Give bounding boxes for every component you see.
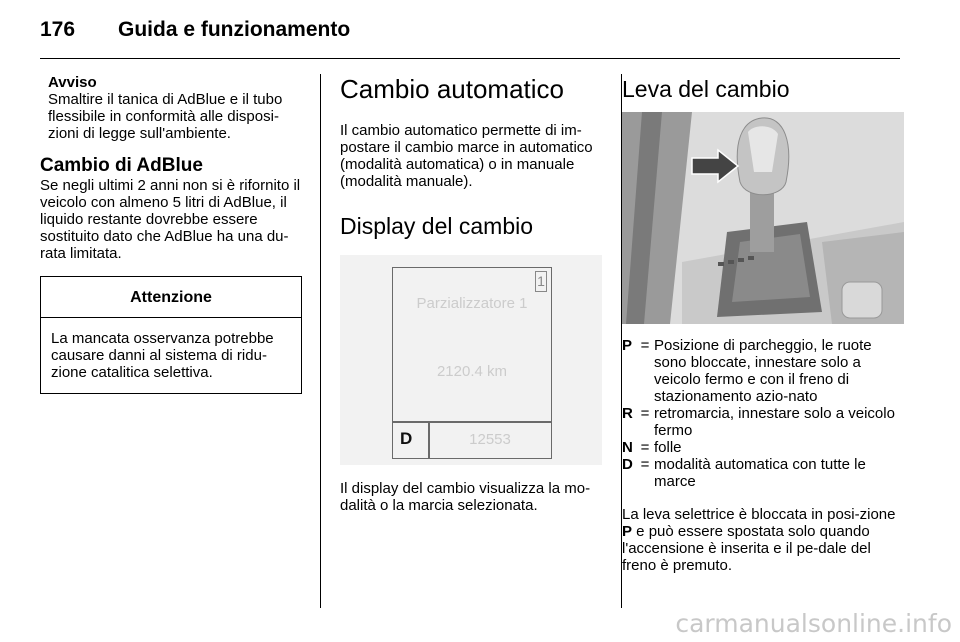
intro-text: Il cambio automatico permette di im-postare il cambio marce in automatico (modalità automatica) o in manuale (modalità manuale). <box>340 122 593 190</box>
column-3 <box>622 74 904 574</box>
warning-text: La mancata osservanza potrebbe causare danni al sistema di ridu-zione catalitica selettiva. <box>51 330 274 381</box>
gear-lever-illustration <box>622 112 904 324</box>
header-rule <box>40 58 900 59</box>
section-title-leva: Leva del cambio <box>622 76 790 102</box>
chapter-title: Guida e funzionamento <box>118 18 351 41</box>
gear-key: D <box>622 456 633 473</box>
gear-eq: = <box>640 405 650 422</box>
gear-desc: folle <box>654 439 682 456</box>
gear-eq: = <box>640 456 650 473</box>
lever-note <box>622 506 904 574</box>
display-caption: Il display del cambio visualizza la mo-dalità o la marcia selezionata. <box>340 480 591 514</box>
page-number: 176 <box>40 18 76 41</box>
lever-note-a: La leva selettrice è bloccata in posi-zione <box>622 506 896 523</box>
display-line-2: 2120.4 km <box>436 363 508 380</box>
gear-row-d <box>622 456 904 490</box>
display-divider-h <box>392 421 552 423</box>
display-odometer: 12553 <box>469 431 511 448</box>
gear-desc: Posizione di parcheggio, le ruote sono bloccate, innestare solo a veicolo fermo e con il freno di stazionamento azio-nato <box>654 337 872 405</box>
gear-list <box>622 337 904 490</box>
gear-display-image <box>340 255 602 465</box>
gear-eq: = <box>640 337 650 354</box>
gear-indicator-icon: 1 <box>535 271 547 292</box>
gear-key: N <box>622 439 633 456</box>
gear-key: R <box>622 405 633 422</box>
display-gear-letter: D <box>400 429 413 448</box>
display-divider-v <box>428 421 430 459</box>
lever-note-b: e può essere spostata solo quando l'accensione è inserita e il pe-dale del freno è premuto. <box>622 523 871 574</box>
display-line-1: Parzializzatore 1 <box>416 295 528 312</box>
gear-lever-photo <box>622 112 904 324</box>
section-title-cambio-automatico: Cambio automatico <box>340 74 564 104</box>
gear-desc: retromarcia, innestare solo a veicolo fermo <box>654 405 895 439</box>
notice-text: Smaltire il tanica di AdBlue e il tubo flessibile in conformità alle disposi-zioni di legge sull'ambiente. <box>48 91 283 142</box>
notice-box <box>40 74 302 142</box>
gear-row-p <box>622 337 904 405</box>
section-title-display: Display del cambio <box>340 213 534 239</box>
lever-note-p: P <box>622 523 633 540</box>
gear-row-n <box>622 439 904 456</box>
column-1 <box>40 74 302 394</box>
gear-row-r <box>622 405 904 439</box>
column-2 <box>340 74 602 514</box>
gear-desc: modalità automatica con tutte le marce <box>654 456 866 490</box>
column-divider-1 <box>320 74 321 608</box>
warning-title: Attenzione <box>41 277 301 318</box>
section-text-adblue: Se negli ultimi 2 anni non si è rifornito il veicolo con almeno 5 litri di AdBlue, il liquido restante dovrebbe essere sostituito dato che AdBlue ha una du-rata limitata. <box>40 177 301 262</box>
notice-title: Avviso <box>48 74 97 91</box>
gear-key: P <box>622 337 633 354</box>
warning-box <box>40 276 302 394</box>
section-title-adblue: Cambio di AdBlue <box>40 155 203 176</box>
watermark-text: carmanualsonline.info <box>675 609 952 638</box>
gear-eq: = <box>640 439 650 456</box>
